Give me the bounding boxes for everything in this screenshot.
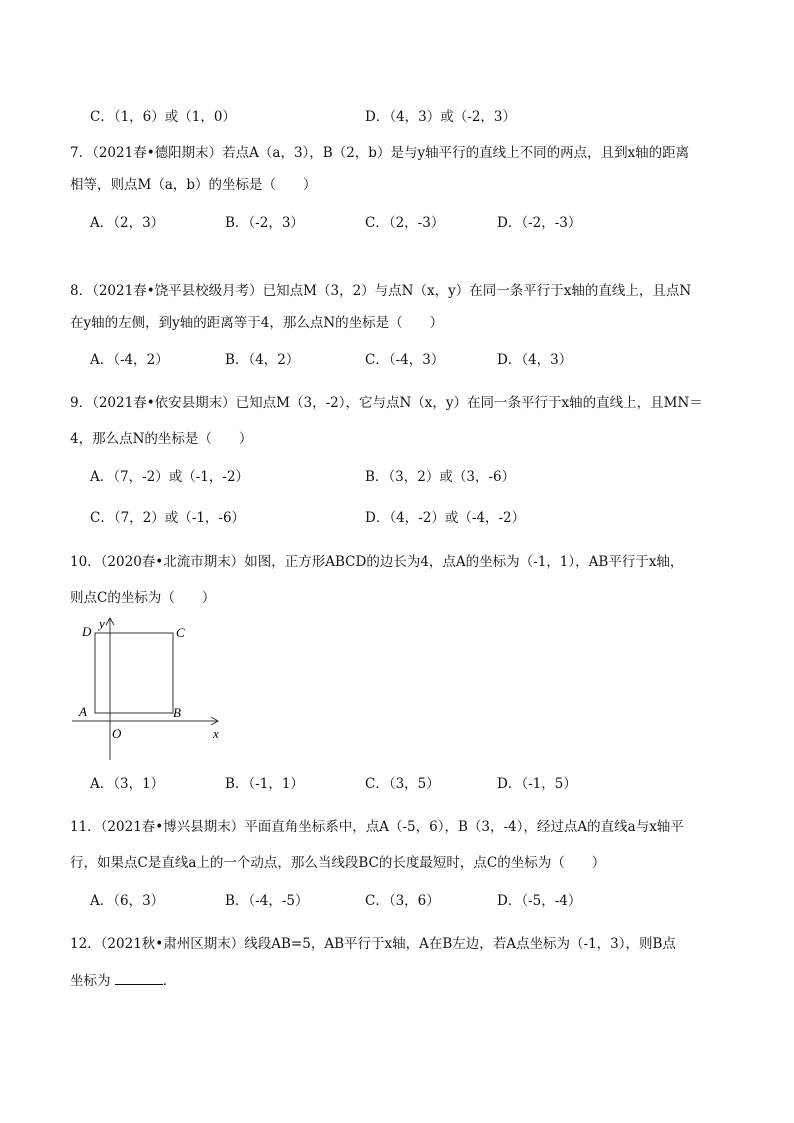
q6-option-c: C．（1，6）或（1，0） (90, 109, 236, 125)
label-a: A (79, 704, 87, 719)
label-b: B (173, 705, 181, 720)
q12-suffix: ． (162, 973, 177, 989)
q9-option-c: C．（7，2）或（-1，-6） (90, 510, 246, 526)
q9-option-d: D．（4，-2）或（-4，-2） (365, 510, 526, 526)
q8-option-b: B．（4，2） (225, 352, 300, 368)
q12-stem-line2 (70, 970, 176, 991)
label-y: y (99, 616, 105, 631)
q7-option-c: C．（2，-3） (365, 215, 445, 231)
q12-prefix: 坐标为 (70, 973, 111, 989)
square-coordinate-figure (68, 614, 228, 764)
q9-stem-line2: 4，那么点N的坐标是（ ） (70, 431, 253, 447)
q10-option-c: C．（3，5） (365, 776, 440, 792)
q12-answer-blank[interactable] (115, 970, 163, 985)
q7-option-b: B．（-2，3） (225, 215, 304, 231)
q7-option-a: A．（2，3） (90, 215, 165, 231)
label-x: x (213, 726, 219, 741)
q10-option-d: D．（-1，5） (497, 776, 577, 792)
q11-option-c: C．（3，6） (365, 893, 440, 909)
label-c: C (176, 625, 185, 640)
q11-option-b: B．（-4，-5） (225, 893, 309, 909)
q12-stem-line1: 12．（2021秋•肃州区期末）线段AB=5，AB平行于x轴，A在B左边，若A点坐标为（-1，3），则B点 (70, 936, 676, 952)
q7-stem-line1: 7．（2021春•德阳期末）若点A（a，3），B（2，b）是与y轴平行的直线上不同的两点，且到x轴的距离 (70, 145, 690, 161)
q10-stem-line2: 则点C的坐标为（ ） (70, 590, 216, 606)
q9-option-a: A．（7，-2）或（-1，-2） (90, 469, 250, 485)
q10-option-b: B．（-1，1） (225, 776, 304, 792)
q10-option-a: A．（3，1） (90, 776, 165, 792)
q11-option-d: D．（-5，-4） (497, 893, 582, 909)
q11-option-a: A．（6，3） (90, 893, 165, 909)
label-o: O (112, 726, 122, 741)
q8-option-c: C．（-4，3） (365, 352, 445, 368)
q11-stem-line1: 11．（2021春•博兴县期末）平面直角坐标系中，点A（-5，6），B（3，-4），经过点A的直线a与x轴平 (70, 819, 684, 835)
square-abcd (95, 633, 173, 713)
q8-stem-line2: 在y轴的左侧，到y轴的距离等于4，那么点N的坐标是（ ） (70, 315, 444, 331)
q9-stem-line1: 9．（2021春•依安县期末）已知点M（3，-2），它与点N（x，y）在同一条平行于x轴的直线上，且MN＝ (70, 395, 703, 411)
q9-option-b: B．（3，2）或（3，-6） (365, 469, 516, 485)
q10-stem-line1: 10．（2020春•北流市期末）如图，正方形ABCD的边长为4，点A的坐标为（-1，1），AB平行于x轴， (70, 554, 684, 570)
q11-stem-line2: 行，如果点C是直线a上的一个动点，那么当线段BC的长度最短时，点C的坐标为（ ） (70, 855, 606, 871)
q7-stem-line2: 相等，则点M（a，b）的坐标是（ ） (70, 177, 317, 193)
label-d: D (82, 624, 92, 639)
q8-option-d: D．（4，3） (497, 352, 573, 368)
q8-option-a: A．（-4，2） (90, 352, 169, 368)
q8-stem-line1: 8．（2021春•饶平县校级月考）已知点M（3，2）与点N（x，y）在同一条平行于x轴的直线上，且点N (70, 283, 692, 299)
q7-option-d: D．（-2，-3） (497, 215, 582, 231)
q6-option-d: D．（4，3）或（-2，3） (365, 109, 516, 125)
